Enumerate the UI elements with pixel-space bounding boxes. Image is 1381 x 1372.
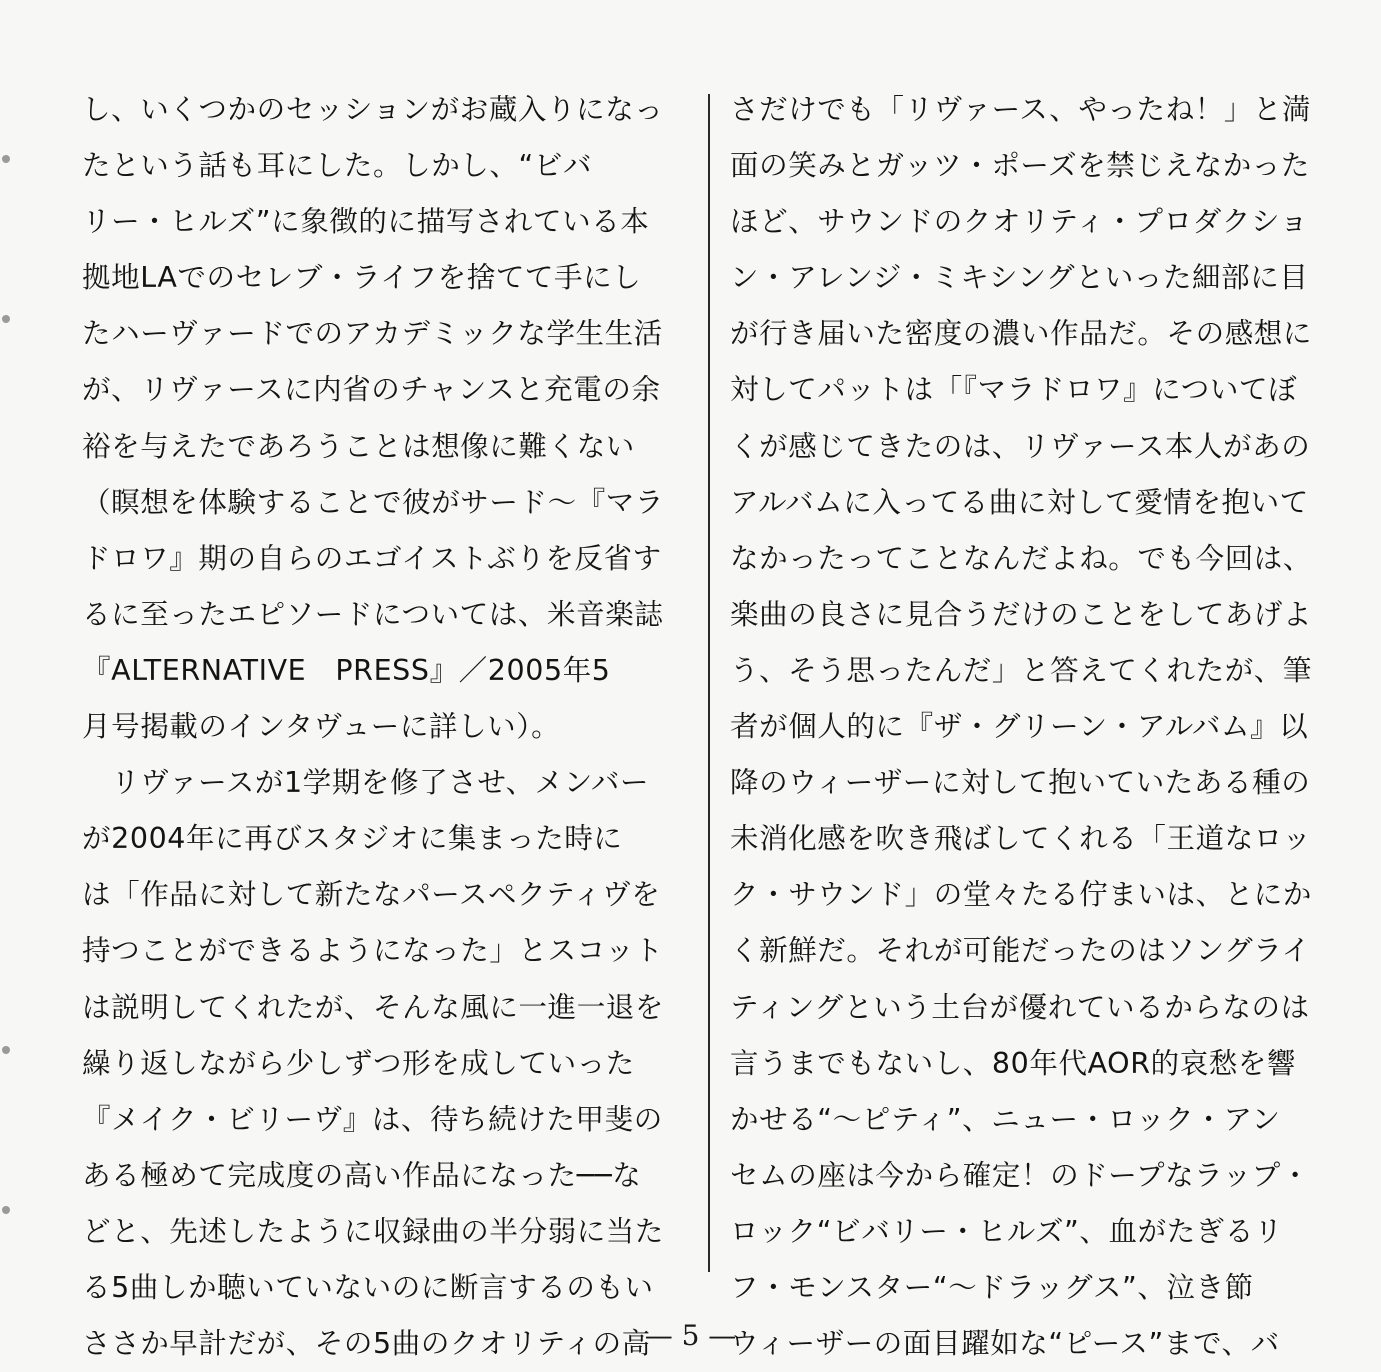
binding-mark xyxy=(2,1206,10,1214)
text-line: るに至ったエピソードについては、米音楽誌 xyxy=(82,597,664,631)
text-line: 月号掲載のインタヴューに詳しい）。 xyxy=(82,710,561,744)
text-line: は説明してくれたが、そんな風に一進一退を xyxy=(82,990,665,1024)
text-line: が、リヴァースに内省のチャンスと充電の余 xyxy=(82,373,661,407)
text-line: なかったってことなんだよね。でも今回は、 xyxy=(730,541,1313,575)
text-line: セムの座は今から確定！のドープなラップ・ xyxy=(730,1158,1311,1192)
text-line: （瞑想を体験することで彼がサード〜『マラ xyxy=(82,485,665,519)
text-line: る5曲しか聴いていないのに断言するのもい xyxy=(82,1270,654,1304)
text-line: が2004年に再びスタジオに集まった時に xyxy=(82,822,623,856)
text-line: 拠地LAでのセレブ・ライフを捨てて手にし xyxy=(82,261,642,295)
left-column xyxy=(82,82,694,1372)
column-divider xyxy=(708,94,710,1272)
text-line: 持つことができるようになった」とスコット xyxy=(82,934,664,968)
text-line: ささか早計だが、その5曲のクオリティの高 xyxy=(82,1327,651,1361)
text-line: ン・アレンジ・ミキシングといった細部に目 xyxy=(730,261,1309,295)
text-line: 『ALTERNATIVE PRESS』／2005年5 xyxy=(82,653,611,687)
text-line: 繰り返しながら少しずつ形を成していった xyxy=(82,1046,635,1080)
text-line: リー・ヒルズ”に象徴的に描写されている本 xyxy=(82,205,650,239)
text-line: ロック“ビバリー・ヒルズ”、血がたぎるリ xyxy=(730,1214,1284,1248)
text-line: かせる“〜ピティ”、ニュー・ロック・アン xyxy=(730,1102,1281,1136)
text-line: ドロワ』期の自らのエゴイストぶりを反省す xyxy=(82,541,662,575)
text-line: 降のウィーザーに対して抱いていたある種の xyxy=(730,766,1311,800)
page-number: — 5 — xyxy=(644,1319,737,1352)
text-line: く新鮮だ。それが可能だったのはソングライ xyxy=(730,934,1311,968)
text-line: くが感じてきたのは、リヴァース本人があの xyxy=(730,429,1311,463)
text-line: どと、先述したように収録曲の半分弱に当た xyxy=(82,1214,665,1248)
text-line: 者が個人的に『ザ・グリーン・アルバム』以 xyxy=(730,710,1309,744)
text-line: リヴァースが1学期を修了させ、メンバー xyxy=(82,766,650,800)
text-line: 言うまでもないし、80年代AOR的哀愁を響 xyxy=(730,1046,1297,1080)
text-line: 未消化感を吹き飛ばしてくれる「王道なロッ xyxy=(730,822,1312,856)
text-line: が行き届いた密度の濃い作品だ。その感想に xyxy=(730,317,1313,351)
text-line: 楽曲の良さに見合うだけのことをしてあげよ xyxy=(730,597,1313,631)
binding-mark xyxy=(2,155,10,163)
text-line: 『メイク・ビリーヴ』は、待ち続けた甲斐の xyxy=(82,1102,663,1136)
binding-mark xyxy=(2,315,10,323)
text-line: たという話も耳にした。しかし、“ビバ xyxy=(82,149,593,183)
text-line: さだけでも「リヴァース、やったね！」と満 xyxy=(730,93,1312,126)
binding-mark xyxy=(2,1046,10,1054)
text-line: 対してパットは「『マラドロワ』についてぼ xyxy=(730,373,1298,407)
text-line: は「作品に対して新たなパースペクティヴを xyxy=(82,878,661,912)
text-line: ウィーザーの面目躍如な“ピース”まで、バ xyxy=(730,1327,1280,1361)
text-line: ほど、サウンドのクオリティ・プロダクショ xyxy=(730,205,1309,239)
text-line: フ・モンスター“〜ドラッグス”、泣き節 xyxy=(730,1270,1254,1304)
right-column xyxy=(730,82,1342,1372)
text-line: ある極めて完成度の高い作品になった──な xyxy=(82,1158,642,1192)
text-line: アルバムに入ってる曲に対して愛情を抱いて xyxy=(730,485,1309,519)
text-line: 面の笑みとガッツ・ポーズを禁じえなかった xyxy=(730,149,1311,183)
text-line: 裕を与えたであろうことは想像に難くない xyxy=(82,429,635,463)
text-line: ティングという土台が優れているからなのは xyxy=(730,990,1310,1024)
text-line: たハーヴァードでのアカデミックな学生生活 xyxy=(82,317,663,351)
text-line: ク・サウンド」の堂々たる佇まいは、とにか xyxy=(730,878,1313,912)
text-line: う、そう思ったんだ」と答えてくれたが、筆 xyxy=(730,653,1313,687)
text-line: し、いくつかのセッションがお蔵入りになっ xyxy=(82,93,664,126)
